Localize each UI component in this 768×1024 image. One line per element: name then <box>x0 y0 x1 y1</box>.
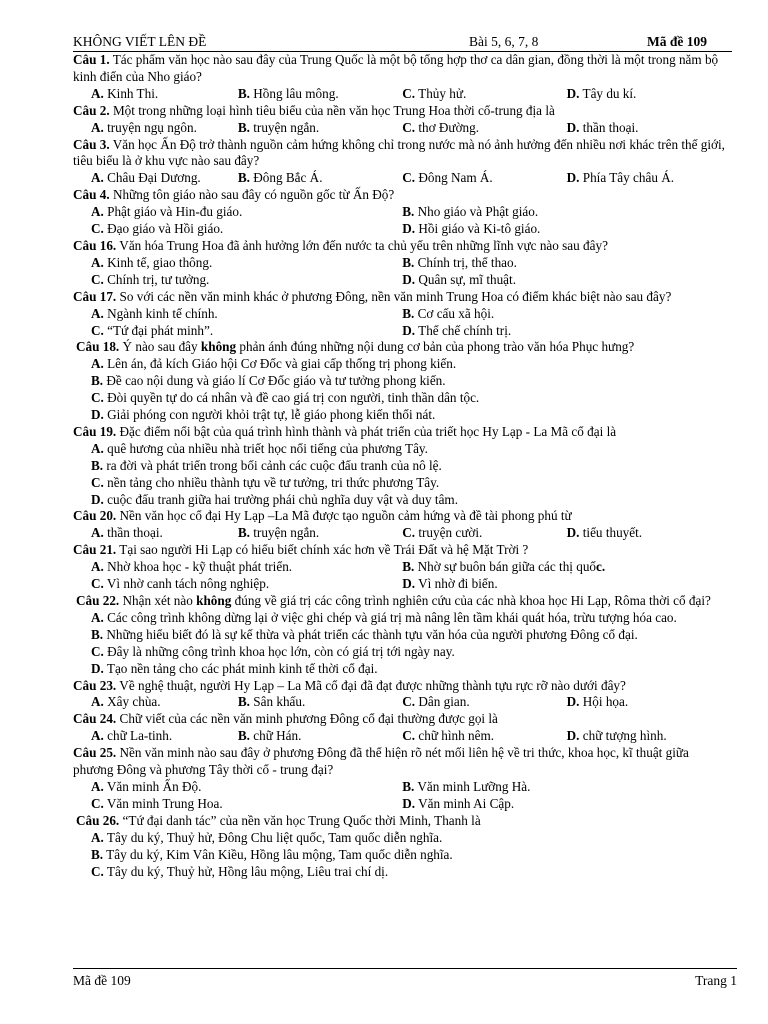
option-c: C. chữ hình nêm. <box>402 728 495 744</box>
option-c: C. Vì nhờ canh tách nông nghiệp. <box>91 576 270 592</box>
option-c: C. truyện cười. <box>402 525 483 541</box>
option-b: B. Chính trị, thể thao. <box>402 254 517 270</box>
page-footer <box>73 968 737 988</box>
option-c: C. Đòi quyền tự do cá nhân và đề cao giá trị con người, tinh thần dân tộc. <box>91 390 480 406</box>
option-b: B. Tây du ký, Kim Vân Kiều, Hồng lâu mộng, Tam quốc diễn nghĩa. <box>91 846 453 862</box>
question-16: Câu 16. Văn hóa Trung Hoa đã ảnh hưởng lớn đến nước ta chủ yếu trên những lĩnh vực nào sau đây? <box>73 237 608 253</box>
question-list <box>73 52 731 880</box>
option-a: A. Kinh Thi. <box>91 85 159 101</box>
answers-17-cd <box>73 323 731 340</box>
question-1: Câu 1. Tác phẩm văn học nào sau đây của Trung Quốc là một bộ tổng hợp thơ ca dân gian, đồng thời là một trong năm bộ kinh điển của Nho giáo? <box>73 52 719 84</box>
question-4: Câu 4. Những tôn giáo nào sau đây có nguồn gốc từ Ấn Độ? <box>73 187 395 203</box>
answers-16-cd <box>73 272 731 289</box>
option-d: D. Tây du kí. <box>566 85 637 101</box>
answers-21-ab <box>73 559 731 576</box>
option-b: B. Những hiểu biết đó là sự kế thừa và phát triển các thành tựu văn hóa của người phương Đông cổ đại. <box>91 626 638 642</box>
option-c: C. Dân gian. <box>402 694 470 710</box>
option-a: A. Kinh tế, giao thông. <box>91 254 213 270</box>
question-22: Câu 22. Nhận xét nào không đúng về giá trị các công trình nghiên cứu của các nhà khoa học Hi Lạp, Rôma thời cổ đại? <box>76 593 711 608</box>
option-d: D. cuộc đấu tranh giữa hai trường phái chủ nghĩa duy vật và duy tâm. <box>91 491 458 507</box>
question-20: Câu 20. Nền văn học cổ đại Hy Lạp –La Mã được tạo nguồn cảm hứng và đề tài phong phú từ <box>73 508 572 524</box>
option-b: B. Văn minh Lưỡng Hà. <box>402 778 531 794</box>
option-b: B. Sân khấu. <box>237 694 306 710</box>
option-b: B. Cơ cấu xã hội. <box>402 305 495 321</box>
option-a: A. Ngành kinh tế chính. <box>91 305 218 321</box>
option-b: B. Đề cao nội dung và giáo lí Cơ Đốc giáo và tư tưởng phong kiến. <box>91 373 446 389</box>
answers-25-ab <box>73 779 731 796</box>
answers-4-cd <box>73 221 731 238</box>
option-c: C. Thủy hử. <box>402 85 467 101</box>
question-19: Câu 19. Đặc điểm nổi bật của quá trình hình thành và phát triển của triết học Hy Lạp - La Mã cổ đại là <box>73 423 617 439</box>
answers-24 <box>73 728 731 745</box>
option-a: A. Xây chùa. <box>91 694 161 710</box>
question-21: Câu 21. Tại sao người Hi Lạp có hiểu biết chính xác hơn về Trái Đất và hệ Mặt Trời ? <box>73 542 529 558</box>
option-a: A. Phật giáo và Hin-đu giáo. <box>91 204 243 220</box>
answers-20 <box>73 525 731 542</box>
option-a: A. Tây du ký, Thuỷ hử, Đông Chu liệt quốc, Tam quốc diễn nghĩa. <box>91 829 443 845</box>
header-exam-code: Mã đề 109 <box>647 34 707 49</box>
answers-23 <box>73 694 731 711</box>
option-d: D. tiểu thuyết. <box>566 525 643 541</box>
header-lessons: Bài 5, 6, 7, 8 <box>469 34 539 49</box>
option-a: A. Văn minh Ấn Độ. <box>91 778 202 794</box>
option-a: A. quê hương của nhiều nhà triết học nổi tiếng của phương Tây. <box>91 440 428 456</box>
option-a: A. Châu Đại Dương. <box>91 170 201 186</box>
header-notice: KHÔNG VIẾT LÊN ĐỀ <box>73 34 207 49</box>
option-c: C. Đông Nam Á. <box>402 170 493 186</box>
option-a: A. Lên án, đả kích Giáo hội Cơ Đốc và giai cấp thống trị phong kiến. <box>91 356 457 372</box>
option-b: B. truyện ngắn. <box>237 119 320 135</box>
option-d: D. Hội họa. <box>566 694 629 710</box>
option-c: C. thơ Đường. <box>402 119 480 135</box>
option-d: D. chữ tượng hình. <box>566 728 667 744</box>
option-c: C. “Tứ đại phát minh”. <box>91 322 214 338</box>
option-b: B. Hồng lâu mông. <box>237 85 339 101</box>
option-c: C. Đây là những công trình khoa học lớn, còn có giá trị tới ngày nay. <box>91 643 455 659</box>
option-b: B. chữ Hán. <box>237 728 302 744</box>
option-b: B. Nho giáo và Phật giáo. <box>402 204 539 220</box>
question-18: Câu 18. Ý nào sau đây không phản ánh đúng những nội dung cơ bản của phong trào văn hóa Phục hưng? <box>76 339 635 355</box>
page-number: Trang 1 <box>695 973 737 988</box>
option-a: A. chữ La-tinh. <box>91 728 173 744</box>
question-24: Câu 24. Chữ viết của các nền văn minh phương Đông cổ đại thường được gọi là <box>73 711 498 727</box>
answers-25-cd <box>73 796 731 813</box>
footer-exam-code: Mã đề 109 <box>73 973 131 988</box>
answers-16-ab <box>73 255 731 272</box>
option-b: B. ra đời và phát triển trong bối cảnh các cuộc đấu tranh của nô lệ. <box>91 457 442 473</box>
question-3: Câu 3. Văn học Ấn Độ trở thành nguồn cảm hứng không chỉ trong nước mà nó ảnh hưởng đến nhiều nơi khác trên thế giới, tiêu biểu là ở khu vực nào sau đây? <box>73 136 725 169</box>
question-25: Câu 25. Nền văn minh nào sau đây ở phương Đông đã thể hiện rõ nét mối liên hệ về tri thức, khoa học, kĩ thuật giữa phương Đông và phương Tây thời cổ - trung đại? <box>73 745 689 778</box>
option-a: A. Các công trình không dừng lại ở việc ghi chép và giá trị mà nâng lên tầm khái quát hóa, trừu tượng hóa cao. <box>91 609 677 625</box>
option-b: B. truyện ngắn. <box>237 525 320 541</box>
option-c: C. Chính trị, tư tưởng. <box>91 271 210 287</box>
option-d: D. Thể chế chính trị. <box>402 322 512 338</box>
page-header <box>73 34 732 52</box>
question-23: Câu 23. Về nghệ thuật, người Hy Lạp – La Mã cổ đại đã đạt được những thành tựu rực rỡ nào dưới đây? <box>73 677 626 693</box>
answers-1 <box>73 86 731 103</box>
option-a: A. thần thoại. <box>91 525 163 541</box>
option-a: A. Nhờ khoa học - kỹ thuật phát triển. <box>91 559 293 575</box>
option-d: D. Phía Tây châu Á. <box>566 170 675 186</box>
option-d: D. Văn minh Ai Cập. <box>402 795 515 811</box>
option-a: A. truyện ngụ ngôn. <box>91 119 197 135</box>
option-d: D. Tạo nền tảng cho các phát minh kinh tế thời cổ đại. <box>91 660 378 676</box>
answers-4-ab <box>73 204 731 221</box>
answers-17-ab <box>73 306 731 323</box>
option-c: C. Tây du ký, Thuỷ hử, Hồng lâu mộng, Liêu trai chí dị. <box>91 863 389 879</box>
option-d: D. Vì nhờ đi biển. <box>402 576 498 592</box>
answers-3 <box>73 170 731 187</box>
option-d: D. Quân sự, mĩ thuật. <box>402 271 516 287</box>
answers-2 <box>73 120 731 137</box>
answers-21-cd <box>73 576 731 593</box>
question-2: Câu 2. Một trong những loại hình tiêu biểu của nền văn học Trung Hoa thời cổ-trung địa là <box>73 102 555 118</box>
option-c: C. nền tảng cho nhiều thành tựu về tư tưởng, tri thức phương Tây. <box>91 474 440 490</box>
question-26: Câu 26. “Tứ đại danh tác” của nền văn học Trung Quốc thời Minh, Thanh là <box>76 812 481 828</box>
option-d: D. Hồi giáo và Ki-tô giáo. <box>402 221 541 237</box>
option-d: D. Giải phóng con người khỏi trật tự, lễ giáo phong kiến thối nát. <box>91 407 436 423</box>
option-b: B. Đông Bắc Á. <box>237 170 323 186</box>
option-d: D. thần thoại. <box>566 119 639 135</box>
option-c: C. Văn minh Trung Hoa. <box>91 795 223 811</box>
option-c: C. Đạo giáo và Hồi giáo. <box>91 221 224 237</box>
question-17: Câu 17. So với các nền văn minh khác ở phương Đông, nền văn minh Trung Hoa có điểm khác biệt nào sau đây? <box>73 288 672 304</box>
option-b: B. Nhờ sự buôn bán giữa các thị quốc. <box>402 559 606 575</box>
